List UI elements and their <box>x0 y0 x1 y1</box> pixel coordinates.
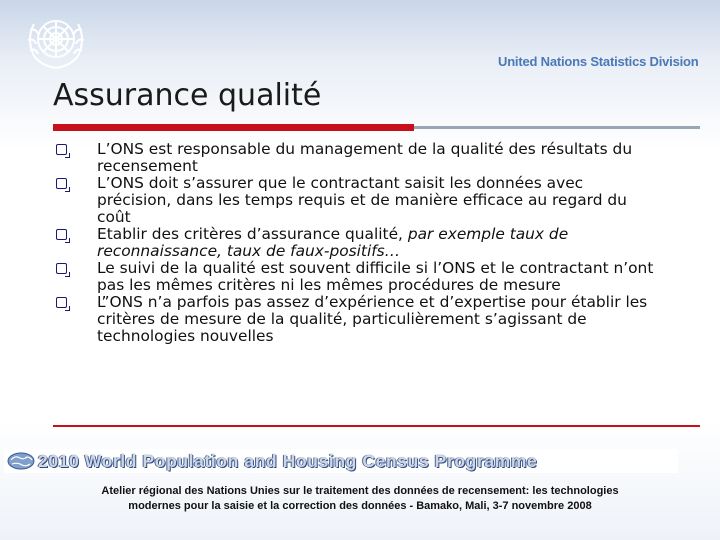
bullet-item <box>52 175 662 226</box>
workshop-caption-line2: modernes pour la saisie et la correction des données - Bamako, Mali, 3-7 novembre 2008 <box>128 500 592 512</box>
bullet-list <box>52 141 662 345</box>
workshop-caption <box>20 484 700 514</box>
checkbox-bullet-icon <box>56 229 67 240</box>
bullet-text: Etablir des critères d’assurance qualité, <box>97 225 408 243</box>
programme-banner <box>4 449 678 473</box>
title-underline-red <box>53 124 414 131</box>
bullet-item <box>52 260 662 294</box>
bullet-item <box>52 226 662 260</box>
bullet-item <box>52 141 662 175</box>
division-name: United Nations Statistics Division <box>498 54 699 69</box>
slide-title: Assurance qualité <box>53 78 322 113</box>
globe-icon <box>6 451 36 471</box>
checkbox-bullet-icon <box>56 178 67 189</box>
title-underline <box>53 124 700 131</box>
bullet-text: L’ONS est responsable du management de la qualité des résultats du recensement <box>97 140 633 175</box>
footer-divider <box>53 425 700 427</box>
bullet-text-italic: par exemple taux de reconnaissance, taux de faux-positifs… <box>97 225 569 260</box>
programme-banner-text: 2010 World Population and Housing Census Programme <box>38 451 538 471</box>
checkbox-bullet-icon <box>56 263 67 274</box>
checkbox-bullet-icon <box>56 144 67 155</box>
bullet-text: L’ONS doit s’assurer que le contractant saisit les données avec précision, dans les temps requis et de manière efficace au regard du coût <box>97 174 627 226</box>
bullet-text: Le suivi de la qualité est souvent difficile si l’ONS et le contractant n’ont pas les mêmes critères ni les mêmes procédures de mesure <box>97 259 654 294</box>
un-emblem-icon <box>20 6 92 72</box>
workshop-caption-line1: Atelier régional des Nations Unies sur le traitement des données de recensement: les technologies <box>101 485 619 497</box>
bullet-item <box>52 294 662 345</box>
bullet-text: L”ONS n’a parfois pas assez d’expérience et d’expertise pour établir les critères de mesure de la qualité, particulièrement s’agissant de technologies nouvelles <box>97 293 648 345</box>
title-underline-grey <box>414 126 700 129</box>
checkbox-bullet-icon <box>56 297 67 308</box>
